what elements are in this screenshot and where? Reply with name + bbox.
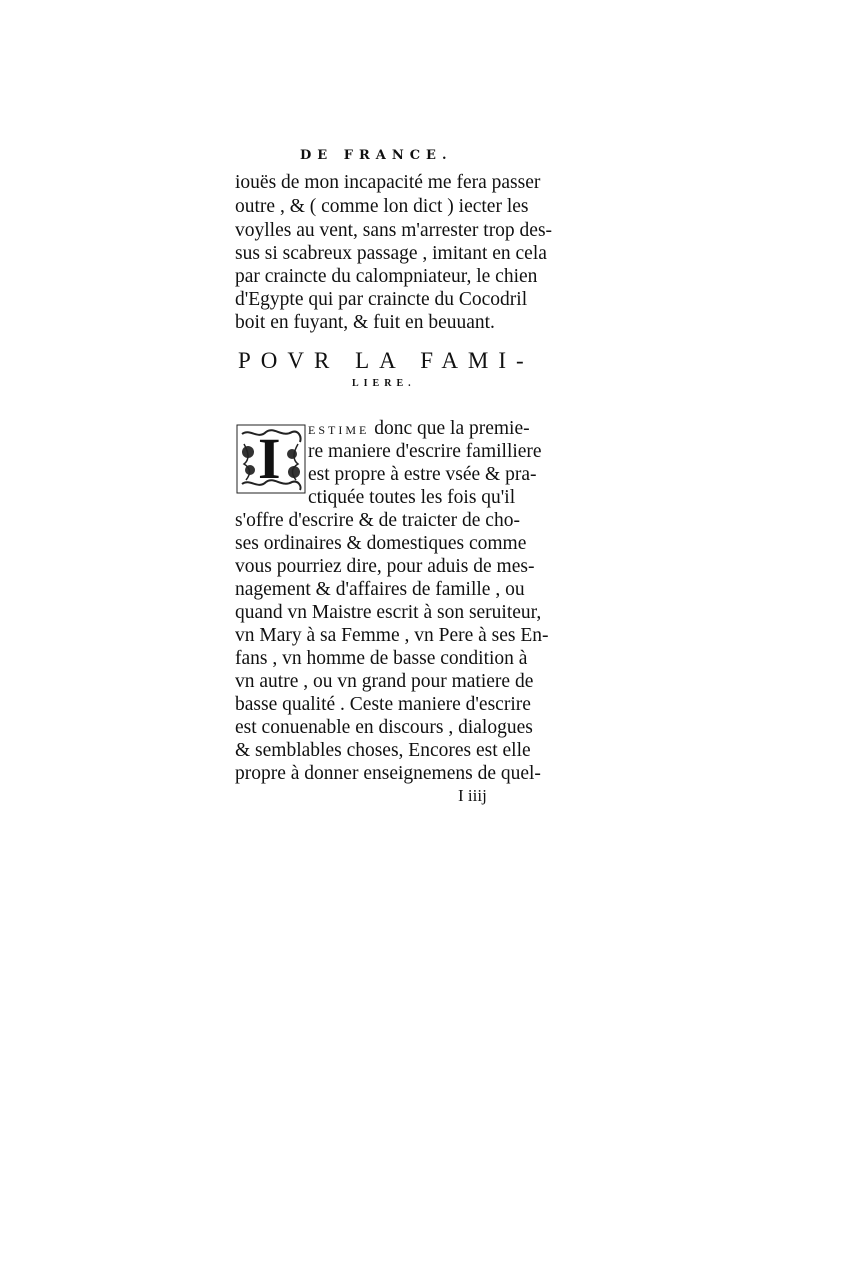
text-line: sus si scabreux passage , imitant en cela <box>235 243 547 264</box>
ornamental-drop-cap <box>236 424 306 494</box>
text-line: nagement & d'affaires de famille , ou <box>235 579 525 600</box>
drop-cap-letter: I <box>258 426 281 491</box>
text-line: par craincte du calompniateur, le chien <box>235 266 538 287</box>
text-line: est conuenable en discours , dialogues <box>235 717 533 738</box>
text-line: fans , vn homme de basse condition à <box>235 648 528 669</box>
text-line: & semblables choses, Encores est elle <box>235 740 531 761</box>
running-head: DE FRANCE. <box>300 148 453 163</box>
text-line: ses ordinaires & domestiques comme <box>235 533 527 554</box>
text-line: basse qualité . Ceste maniere d'escrire <box>235 694 531 715</box>
text-line: voylles au vent, sans m'arrester trop des- <box>235 220 553 241</box>
text-line: propre à donner enseignemens de quel- <box>235 763 541 784</box>
text-line-first <box>308 418 538 441</box>
text-line: quand vn Maistre escrit à son seruiteur, <box>235 602 542 623</box>
text-line: re maniere d'escrire familliere <box>308 441 542 462</box>
first-line-rest: donc que la premie- <box>369 418 530 439</box>
text-line: vn autre , ou vn grand pour matiere de <box>235 671 534 692</box>
section-title: POVR LA FAMI- <box>238 348 534 373</box>
text-line: s'offre d'escrire & de traicter de cho- <box>235 510 520 531</box>
text-line: d'Egypte qui par craincte du Cocodril <box>235 289 528 310</box>
text-line: boit en fuyant, & fuit en beuuant. <box>235 312 495 333</box>
signature-mark: I iiij <box>458 786 487 805</box>
text-line: vous pourriez dire, pour aduis de mes- <box>235 556 535 577</box>
text-line: vn Mary à sa Femme , vn Pere à ses En- <box>235 625 549 646</box>
text-line: iouës de mon incapacité me fera passer <box>235 172 541 193</box>
text-line: est propre à estre vsée & pra- <box>308 464 537 485</box>
text-line: ctiquée toutes les fois qu'il <box>308 487 516 508</box>
text-line: outre , & ( comme lon dict ) iecter les <box>235 196 529 217</box>
section-subtitle: LIERE. <box>352 378 416 389</box>
first-word: ESTIME <box>308 423 370 437</box>
